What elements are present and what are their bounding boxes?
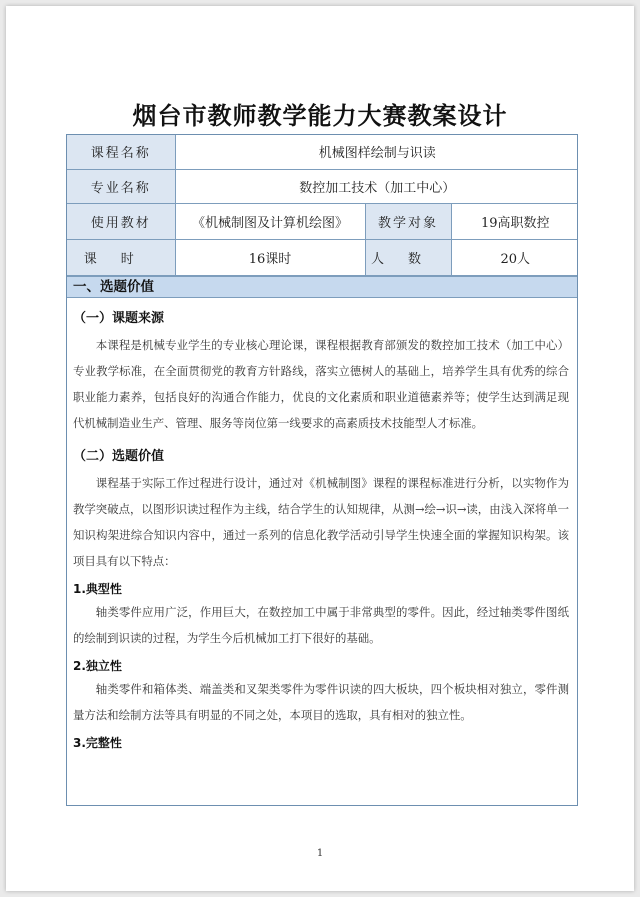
- subsection-heading-source: （一）课题来源: [73, 310, 165, 326]
- hours-value: 16课时: [175, 239, 365, 275]
- lesson-plan-frame: [66, 134, 578, 806]
- table-row: [67, 169, 578, 203]
- major-value: 数控加工技术（加工中心）: [175, 169, 578, 203]
- table-row: [67, 135, 578, 169]
- subsection-heading-value: （二）选题价值: [73, 448, 165, 464]
- document-title: 烟台市教师教学能力大赛教案设计: [132, 101, 508, 130]
- item-heading-complete: 3.完整性: [73, 735, 122, 750]
- item-heading-typical: 1.典型性: [73, 581, 122, 596]
- course-name-label: 课程名称: [67, 135, 175, 169]
- item-text-independent: 轴类零件和箱体类、端盖类和叉架类零件为零件识读的四大板块，四个板块相对独立，零件测量方法和绘制方法等具有明显的不同之处，本项目的选取，具有相对的独立性。: [73, 681, 569, 722]
- textbook-value: 《机械制图及计算机绘图》: [175, 203, 365, 239]
- course-info-table: [67, 135, 578, 276]
- hours-label: 课时: [67, 239, 175, 275]
- audience-value: 19高职数控: [451, 203, 578, 239]
- audience-label: 教学对象: [365, 203, 451, 239]
- major-label: 专业名称: [67, 169, 175, 203]
- course-name-value: 机械图样绘制与识读: [175, 135, 578, 169]
- people-label: 人数: [365, 239, 451, 275]
- item-text-typical: 轴类零件应用广泛，作用巨大，在数控加工中属于非常典型的零件。因此，经过轴类零件图纸的绘制到识读的过程，为学生今后机械加工打下很好的基础。: [73, 604, 569, 645]
- document-page: [6, 6, 634, 891]
- paragraph-source: 本课程是机械专业学生的专业核心理论课，课程根据教育部颁发的数控加工技术（加工中心）专业教学标准，在全面贯彻党的教育方针路线，落实立德树人的基础上，培养学生具有优秀的综合职业能力素养，包括良好的沟通合作能力，优良的文化素质和职业道德素养等；使学生达到满足现代机械制造业生产、管理、服务等岗位第一线要求的高素质技术技能型人才标准。: [73, 337, 569, 430]
- page-number: 1: [316, 848, 324, 859]
- textbook-label: 使用教材: [67, 203, 175, 239]
- paragraph-value: 课程基于实际工作过程进行设计，通过对《机械制图》课程的课程标准进行分析，以实物作为教学突破点，以图形识读过程作为主线，结合学生的认知规律，从测→绘→识→读，由浅入深将单一知识构架进综合知识内容中，通过一系列的信息化教学活动引导学生快速全面的掌握知识构架。该项目具有以下特点：: [73, 475, 569, 568]
- people-value: 20人: [451, 239, 578, 275]
- table-row: [67, 239, 578, 275]
- section-content: [67, 307, 577, 751]
- table-row: [67, 203, 578, 239]
- section-heading: 一、选题价值: [67, 276, 577, 298]
- item-heading-independent: 2.独立性: [73, 658, 122, 673]
